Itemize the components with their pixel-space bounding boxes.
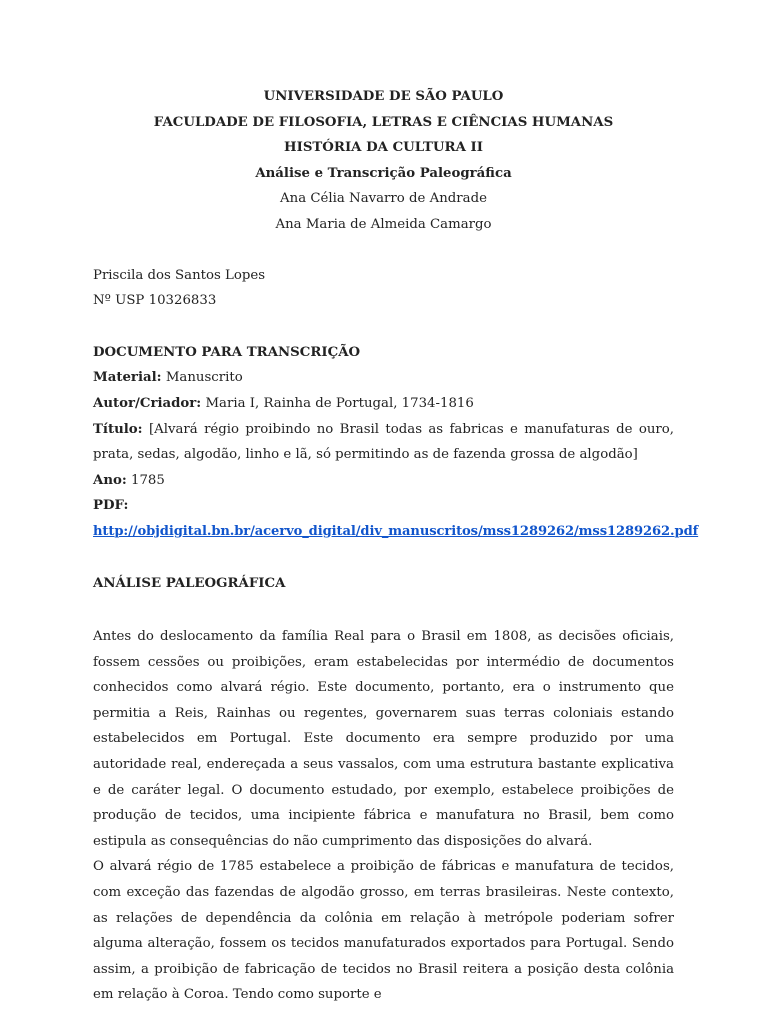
title-value: [Alvará régio proibindo no Brasil todas as fabricas e manufaturas de ouro, prata, sedas, algodão, linho e lã, só permitindo as de fazenda grossa de algodão]: [93, 421, 674, 463]
student-name: Priscila dos Santos Lopes: [93, 267, 266, 283]
author-value: Maria I, Rainha de Portugal, 1734-1816: [205, 395, 474, 411]
professor-name: Ana Célia Navarro de Andrade: [280, 191, 487, 207]
analysis-paragraph: O alvará régio de 1785 estabelece a proibição de fábricas e manufatura de tecidos, com exceção das fazendas de algodão grosso, em terras brasileiras. Neste contexto, as relações de dependência da colônia em relação à metrópole poderiam sofrer alguma alteração, fossem os tecidos manufaturados exportados para Portugal. Sendo assim, a proibição de fabricação de tecidos no Brasil reitera a posição desta colônia em relação à Coroa. Tendo como suporte e: [93, 859, 674, 1003]
analysis-heading: ANÁLISE PALEOGRÁFICA: [93, 575, 286, 591]
material-value: Manuscrito: [165, 370, 243, 386]
author-row: [93, 391, 674, 417]
document-page: [93, 84, 699, 1008]
title-label: Título:: [93, 421, 143, 437]
document-heading: DOCUMENTO PARA TRANSCRIÇÃO: [93, 344, 361, 360]
course-name: HISTÓRIA DA CULTURA II: [284, 140, 483, 156]
student-usp-number: Nº USP 10326833: [93, 293, 217, 309]
analysis-paragraph: Antes do deslocamento da família Real para o Brasil em 1808, as decisões oficiais, fossem cessões ou proibições, eram estabelecidas por intermédio de documentos conhecidos como alvará régio. Este documento, portanto, era o instrumento que permitia a Reis, Rainhas ou regentes, governarem suas terras coloniais estando estabelecidos em Portugal. Este documento era sempre produzido por uma autoridade real, endereçada a seus vassalos, com uma estrutura bastante explicativa e de caráter legal. O documento estudado, por exemplo, estabelece proibições de produção de tecidos, uma incipiente fábrica e manufatura no Brasil, bem como estipula as consequências do não cumprimento das disposições do alvará.: [93, 629, 674, 849]
year-row: [93, 468, 674, 494]
document-subtitle: Análise e Transcrição Paleográfica: [255, 165, 512, 181]
year-label: Ano:: [93, 472, 127, 488]
professor-name: Ana Maria de Almeida Camargo: [275, 216, 492, 232]
material-label: Material:: [93, 370, 162, 386]
author-label: Autor/Criador:: [93, 395, 202, 411]
year-value: 1785: [131, 472, 165, 488]
pdf-link-row: [93, 519, 699, 545]
pdf-label: PDF:: [93, 498, 129, 514]
material-row: [93, 365, 674, 391]
title-row: [93, 417, 674, 468]
faculty-name: FACULDADE DE FILOSOFIA, LETRAS E CIÊNCIAS HUMANAS: [153, 114, 614, 130]
pdf-link[interactable]: http://objdigital.bn.br/acervo_digital/div_manuscritos/mss1289262/mss1289262.pdf: [93, 523, 699, 539]
university-name: UNIVERSIDADE DE SÃO PAULO: [263, 89, 504, 104]
